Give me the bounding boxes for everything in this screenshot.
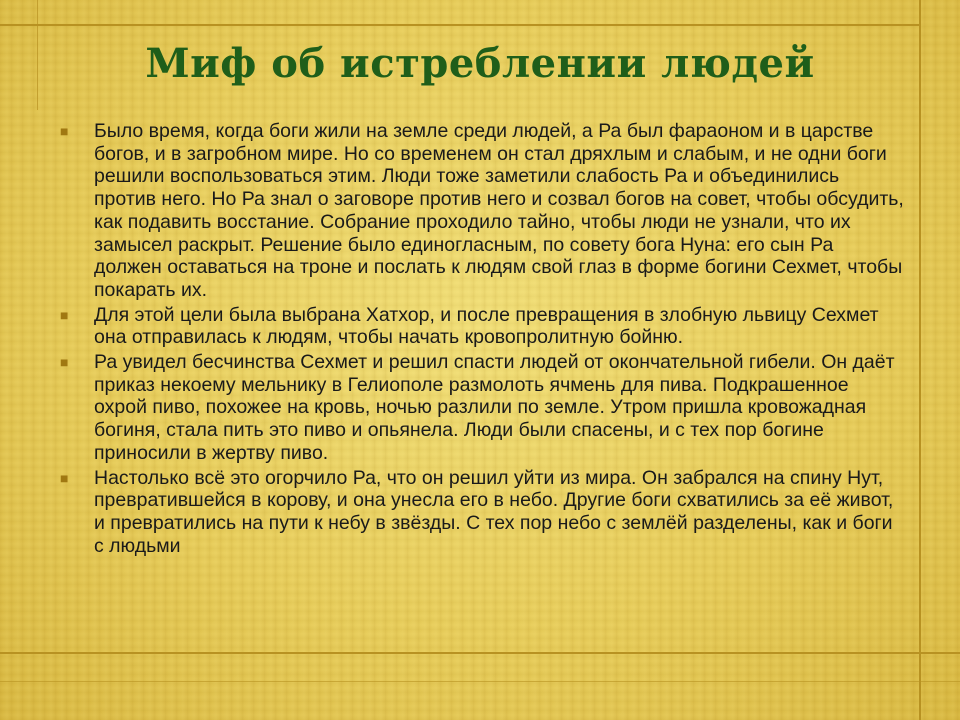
bullet-square-icon: ■ <box>60 354 69 371</box>
bullet-square-icon: ■ <box>60 306 69 323</box>
paragraph-text: Было время, когда боги жили на земле среди людей, а Ра был фараоном и в царстве богов, и в загробном мире. Но со временем он стал дряхлым и слабым, и не одни боги решили воспользоваться этим. Люди тоже заметили слабость Ра и объединились против него. Но Ра знал о заговоре против него и созвал богов на совет, чтобы обсудить, как подавить восстание. Собрание проходило тайно, чтобы люди не узнали, что их замысел раскрыт. Решение было единогласным, по совету бога Нуна: его сын Ра должен оставаться на троне и послать к людям свой глаз в форме богини Сехмет, чтобы покарать их. <box>94 120 904 301</box>
bullet-square-icon: ■ <box>60 123 69 139</box>
slide-content <box>60 120 905 559</box>
frame-bottom-line-secondary <box>0 681 960 682</box>
paragraph-text: Для этой цели была выбрана Хатхор, и после превращения в злобную львицу Сехмет она отправилась к людям, чтобы начать кровопролитную бойню. <box>94 303 879 349</box>
paragraph-4 <box>60 467 905 558</box>
frame-top-line <box>0 24 920 26</box>
paragraph-text: Настолько всё это огорчило Ра, что он решил уйти из мира. Он забрался на спину Нут, превратившейся в корову, и она унесла его в небо. Другие боги схватились за её живот, и превратились на пути к небу в звёзды. С тех пор небо с землёй разделены, как и боги с людьми <box>94 466 894 557</box>
paragraph-text: Ра увидел бесчинства Сехмет и решил спасти людей от окончательной гибели. Он даёт приказ некоему мельнику в Гелиополе размолоть ячмень для пива. Подкрашенное охрой пиво, похожее на кровь, ночью разлили по земле. Утром пришла кровожадная богиня, стала пить это пиво и опьянела. Люди были спасены, и с тех пор богине приносили в жертву пиво. <box>94 351 895 464</box>
frame-right-line <box>919 0 921 720</box>
paragraph-1 <box>60 120 905 302</box>
frame-bottom-line <box>0 652 960 654</box>
bullet-square-icon: ■ <box>60 469 69 486</box>
paragraph-3 <box>60 351 905 465</box>
slide-title: Миф об истреблении людей <box>145 40 815 87</box>
paragraph-2 <box>60 304 905 349</box>
